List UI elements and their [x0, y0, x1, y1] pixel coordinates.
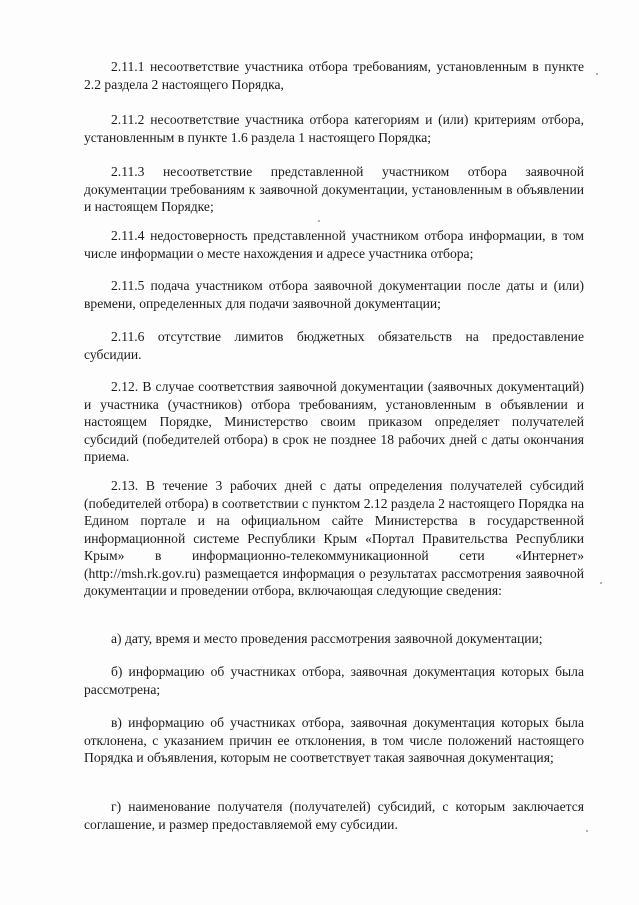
list-item-v: в) информацию об участниках отбора, заявочная документация которых была отклонена, с указанием причин ее отклонения, в том числе положений настоящего Порядка и объявления, которым не соответствует такая заявочная документация; — [84, 715, 584, 765]
paragraph-2-11-4: 2.11.4 недостоверность представленной участником отбора информации, в том числе информации о месте нахождения и адресе участника отбора; — [84, 228, 584, 261]
scan-speck — [318, 220, 320, 222]
list-item-g: г) наименование получателя (получателей) субсидий, с которым заключается соглашение, и размер предоставляемой ему субсидии. — [84, 799, 584, 832]
paragraph-2-13: 2.13. В течение 3 рабочих дней с даты определения получателей субсидий (победителей отбора) в соответствии с пунктом 2.12 раздела 2 настоящего Порядка на Едином портале и на официальном сайте Министерства в государственной информационной системе Республики Крым «Портал Правительства Республики Крым» в информационно-телекоммуникационной сети «Интернет» (http://msh.rk.gov.ru) размещается информация о результатах рассмотрения заявочной документации и проведении отбора, включающая следующие сведения: — [84, 478, 584, 598]
scan-speck — [586, 830, 588, 832]
paragraph-2-12: 2.12. В случае соответствия заявочной документации (заявочных документаций) и участника (участников) отбора требованиям, установленным в объявлении и настоящем Порядке, Министерство своим приказом определяет получателей субсидий (победителей отбора) в срок не позднее 18 рабочих дней с даты окончания приема. — [84, 379, 584, 464]
paragraph-2-11-5: 2.11.5 подача участником отбора заявочной документации после даты и (или) времени, определенных для подачи заявочной документации; — [84, 278, 584, 311]
paragraph-2-11-3: 2.11.3 несоответствие представленной участником отбора заявочной документации требованиям к заявочной документации, установленным в объявлении и настоящем Порядке; — [84, 164, 584, 214]
scan-speck — [596, 73, 598, 75]
scan-speck — [600, 582, 602, 584]
paragraph-2-11-1: 2.11.1 несоответствие участника отбора требованиям, установленным в пункте 2.2 раздела 2 настоящего Порядка, — [84, 59, 584, 92]
paragraph-2-11-2: 2.11.2 несоответствие участника отбора категориям и (или) критериям отбора, установленным в пункте 1.6 раздела 1 настоящего Порядка; — [84, 112, 584, 145]
list-item-a: а) дату, время и место проведения рассмотрения заявочной документации; — [111, 631, 543, 646]
list-item-b: б) информацию об участниках отбора, заявочная документация которых была рассмотрена; — [84, 664, 584, 697]
paragraph-2-11-6: 2.11.6 отсутствие лимитов бюджетных обязательств на предоставление субсидии. — [84, 329, 584, 362]
